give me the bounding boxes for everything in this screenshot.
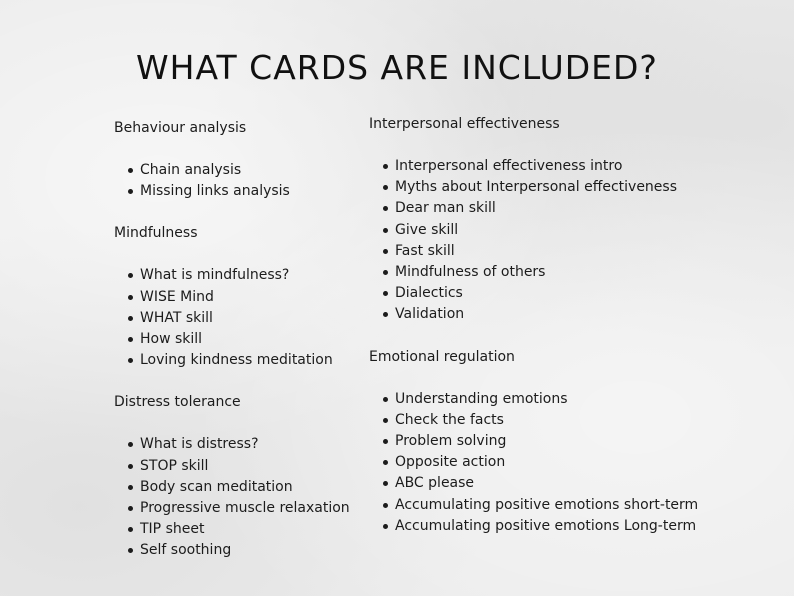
list-item-label: How skill	[140, 331, 203, 348]
bullet-icon	[128, 189, 133, 194]
bullet-icon	[383, 291, 388, 296]
list-item-label: What is mindfulness?	[140, 267, 290, 284]
list-item	[369, 220, 699, 241]
list-item	[114, 287, 364, 308]
section-distress-tolerance	[114, 392, 364, 561]
list-item-label: Myths about Interpersonal effectiveness	[395, 179, 678, 196]
list-item	[369, 304, 699, 325]
list-item-label: Validation	[395, 306, 465, 323]
list-item	[114, 456, 364, 477]
bullet-icon	[383, 503, 388, 508]
list-item	[369, 431, 699, 452]
list-item-label: Mindfulness of others	[395, 264, 546, 281]
list-item-label: What is distress?	[140, 436, 259, 453]
list-item-label: Opposite action	[395, 454, 506, 471]
bullet-icon	[128, 358, 133, 363]
list-item-label: Give skill	[395, 221, 459, 238]
list-item	[369, 452, 699, 473]
bullet-icon	[128, 295, 133, 300]
bullet-icon	[128, 464, 133, 469]
bullet-icon	[383, 418, 388, 423]
item-list	[114, 265, 364, 371]
bullet-icon	[383, 270, 388, 275]
bullet-icon	[128, 273, 133, 278]
bullet-icon	[383, 397, 388, 402]
section-heading: Emotional regulation	[369, 348, 515, 365]
bullet-icon	[128, 316, 133, 321]
list-item	[369, 198, 699, 219]
bullet-icon	[383, 206, 388, 211]
list-item	[369, 283, 699, 304]
list-item	[114, 434, 364, 455]
right-column	[369, 114, 699, 558]
list-item	[369, 177, 699, 198]
section-heading: Behaviour analysis	[114, 120, 247, 136]
bullet-icon	[128, 506, 133, 511]
list-item	[114, 308, 364, 329]
list-item-label: Progressive muscle relaxation	[140, 500, 350, 517]
section-interpersonal-effectiveness	[369, 114, 699, 326]
page-title: WHAT CARDS ARE INCLUDED?	[136, 48, 658, 87]
bullet-icon	[128, 168, 133, 173]
bullet-icon	[383, 228, 388, 233]
list-item-label: STOP skill	[140, 457, 209, 474]
bullet-icon	[383, 164, 388, 169]
list-item	[114, 540, 364, 561]
list-item-label: Dear man skill	[395, 200, 496, 217]
list-item	[369, 516, 699, 537]
section-heading: Mindfulness	[114, 225, 198, 242]
list-item-label: Check the facts	[395, 411, 504, 428]
list-item	[369, 262, 699, 283]
bullet-icon	[383, 185, 388, 190]
section-behaviour-analysis	[114, 118, 364, 202]
list-item	[369, 410, 699, 431]
list-item	[114, 519, 364, 540]
item-list	[369, 389, 699, 537]
list-item-label: Problem solving	[395, 433, 507, 450]
list-item	[369, 156, 699, 177]
list-item-label: Self soothing	[140, 542, 232, 559]
list-item-label: Interpersonal effectiveness intro	[395, 158, 623, 174]
list-item	[369, 495, 699, 516]
list-item	[114, 477, 364, 498]
bullet-icon	[383, 524, 388, 529]
bullet-icon	[383, 439, 388, 444]
bullet-icon	[128, 485, 133, 490]
bullet-icon	[128, 442, 133, 447]
bullet-icon	[128, 548, 133, 553]
section-heading: Interpersonal effectiveness	[369, 116, 560, 132]
bullet-icon	[383, 481, 388, 486]
bullet-icon	[383, 312, 388, 317]
left-column	[114, 118, 364, 583]
section-heading: Distress tolerance	[114, 394, 241, 411]
bullet-icon	[128, 527, 133, 532]
item-list	[369, 156, 699, 326]
list-item-label: Loving kindness meditation	[140, 352, 333, 369]
list-item-label: Understanding emotions	[395, 390, 568, 407]
list-item	[114, 329, 364, 350]
list-item-label: TIP sheet	[140, 521, 205, 538]
list-item	[114, 160, 364, 181]
list-item-label: Missing links analysis	[140, 183, 290, 200]
list-item	[369, 473, 699, 494]
list-item-label: Chain analysis	[140, 162, 242, 178]
item-list	[114, 160, 364, 202]
list-item	[114, 265, 364, 286]
list-item-label: Fast skill	[395, 242, 455, 259]
list-item-label: WHAT skill	[140, 309, 213, 326]
item-list	[114, 434, 364, 561]
bullet-icon	[128, 337, 133, 342]
list-item-label: Dialectics	[395, 285, 463, 302]
list-item-label: WISE Mind	[140, 288, 214, 305]
section-emotional-regulation	[369, 347, 699, 537]
bullet-icon	[383, 460, 388, 465]
bullet-icon	[383, 249, 388, 254]
list-item-label: Accumulating positive emotions Long-term	[395, 517, 697, 534]
list-item-label: Accumulating positive emotions short-term	[395, 496, 699, 513]
list-item	[114, 181, 364, 202]
list-item	[114, 498, 364, 519]
section-mindfulness	[114, 223, 364, 371]
list-item	[114, 350, 364, 371]
list-item	[369, 241, 699, 262]
list-item	[369, 389, 699, 410]
list-item-label: ABC please	[395, 475, 475, 492]
list-item-label: Body scan meditation	[140, 478, 293, 495]
